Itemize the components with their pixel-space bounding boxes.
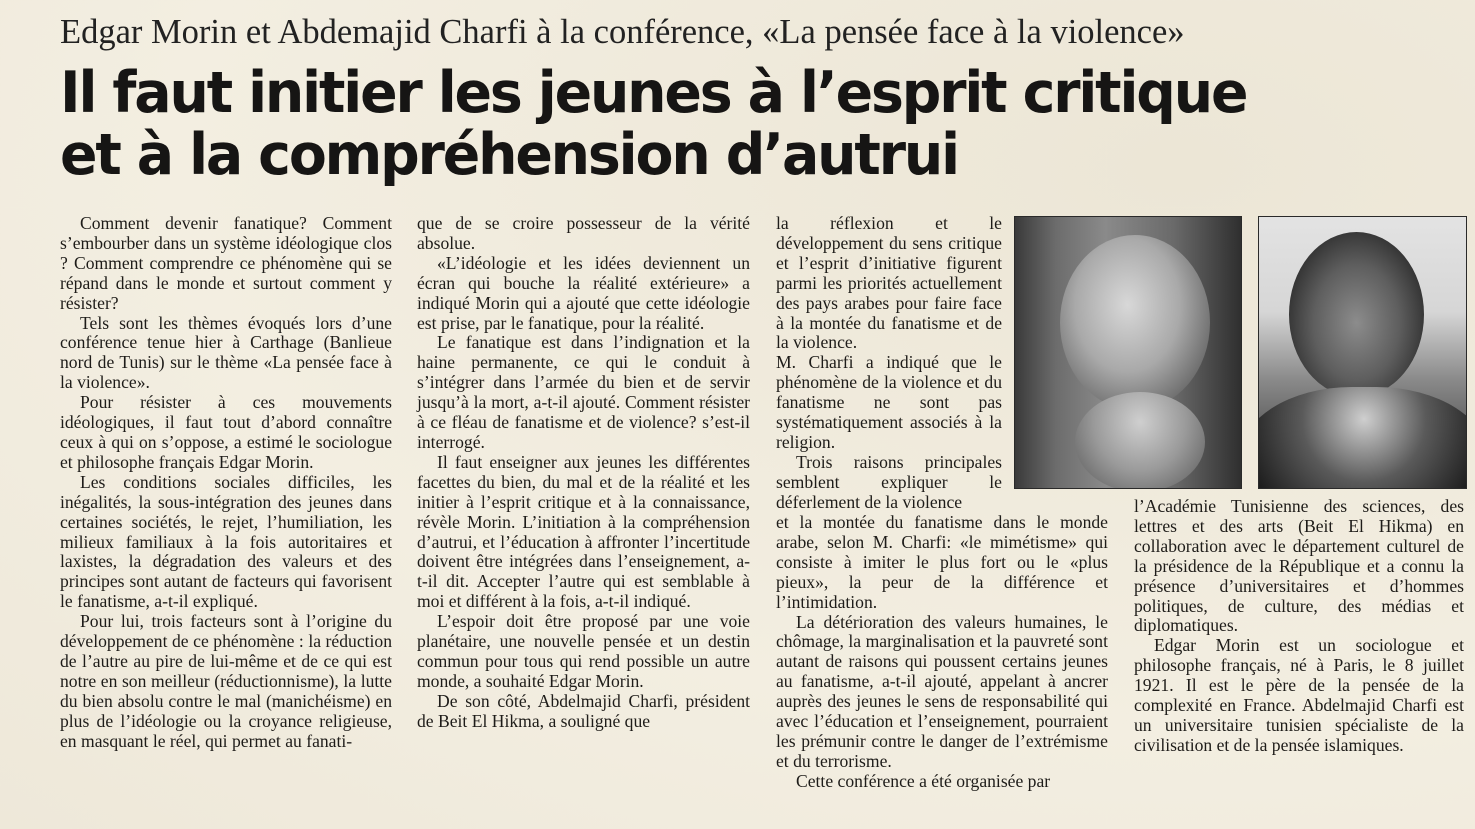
headline-line-1: Il faut initier les jeunes à l’esprit critique: [60, 60, 1247, 126]
paragraph: M. Charfi a indiqué que le phénomène de la violence et du fanatisme ne sont pas systématiquement associés à la religion.: [776, 352, 1002, 452]
paragraph: Les conditions sociales difficiles, les inégalités, la sous-intégration des jeunes dans certaines sociétés, le rejet, l’humiliation, les milieux familiaux à la fois autoritaires et laxistes, la dégradation des valeurs et des principes sont autant de facteurs qui favorisent le fanatisme, a-t-il expliqué.: [60, 471, 392, 612]
paragraph: Le fanatique est dans l’indignation et la haine permanente, ce qui le conduit à s’intégrer dans l’armée du bien et de servir jusqu’à la mort, a-t-il ajouté. Comment résister à ce fléau de fanatisme et de violence? s’est-il interrogé.: [417, 332, 750, 452]
paragraph-continued: et la montée du fanatisme dans le monde arabe, selon M. Charfi: «le mimétisme» qui consiste à imiter le plus fort ou le «plus pieux», la peur de la différence et l’intimidation.: [776, 512, 1108, 612]
article-column-3-upper: [776, 214, 1002, 513]
portrait-head: [1289, 232, 1424, 397]
paragraph: Comment devenir fanatique? Comment s’embourber dans un système idéologique clos ? Comment comprendre ce phénomène qui se répand dans le monde et surtout comment y résister?: [60, 213, 392, 313]
paragraph: Pour lui, trois facteurs sont à l’origine du développement de ce phénomène : la réduction de l’autre au pire de lui-même et de ce qui est notre en son meilleur (réductionnisme), la lutte du bien absolu contre le mal (manichéisme) en plus de l’idéologie ou la croyance religieuse, en masquant le réel, qui permet au fanati-: [60, 611, 392, 751]
portrait-head: [1060, 235, 1210, 410]
article-column-1: [60, 214, 392, 751]
headline: [60, 62, 1246, 186]
article-column-4: [1134, 497, 1464, 756]
paragraph: Cette conférence a été organisée par: [796, 770, 1051, 791]
article-column-2: [417, 214, 750, 732]
paragraph-continued: la réflexion et le développement du sens critique et l’esprit d’initiative figurent parmi les priorités actuellement des pays arabes pour faire face à la montée du fanatisme et de la violence.: [776, 213, 1002, 353]
photo-abdelmajid-charfi: [1258, 216, 1467, 489]
paragraph: Tels sont les thèmes évoqués lors d’une conférence tenue hier à Carthage (Banlieue nord de Tunis) sur le thème «La pensée face à la violence».: [60, 312, 392, 393]
paragraph: L’espoir doit être proposé par une voie planétaire, une nouvelle pensée et un destin commun pour tous qui rend possible un autre monde, a souhaité Edgar Morin.: [417, 611, 750, 691]
portrait-shoulders: [1258, 387, 1467, 489]
article-column-3-lower: [776, 513, 1108, 792]
paragraph: «L’idéologie et les idées deviennent un écran qui bouche la réalité extérieure» a indiqué Morin qui a ajouté que cette idéologie est prise, par le fanatique, pour la réalité.: [417, 252, 750, 333]
paragraph: Il faut enseigner aux jeunes les différentes facettes du bien, du mal et de la réalité et les initier à l’esprit critique et à la connaissance, révèle Morin. L’initiation à la compréhension d’autrui, et l’éducation à affronter l’incertitude doivent être intégrées dans l’enseignement, a-t-il dit. Accepter l’autre qui est semblable à moi et différent à la fois, a-t-il indiqué.: [417, 451, 750, 612]
paragraph: De son côté, Abdelmajid Charfi, président de Beit El Hikma, a souligné que: [417, 690, 750, 731]
paragraph: Pour résister à ces mouvements idéologiques, il faut tout d’abord connaître ceux à qui on s’oppose, a estimé le sociologue et philosophe français Edgar Morin.: [60, 392, 392, 472]
paragraph-continued: l’Académie Tunisienne des sciences, des lettres et des arts (Beit El Hikma) en collaboration avec le département culturel de la présidence de la République et a connu la présence d’universitaires et d’hommes politiques, de culture, des médias et diplomatiques.: [1134, 496, 1464, 636]
headline-line-2: et à la compréhension d’autrui: [60, 122, 958, 188]
portrait-hands: [1075, 392, 1205, 489]
paragraph: La détérioration des valeurs humaines, le chômage, la marginalisation et la pauvreté sont autant de raisons qui poussent certains jeunes au fanatisme, a-t-il ajouté, appelant à ancrer auprès des jeunes le sens de responsabilité qui avec l’éducation et l’enseignement, pourraient les prémunir contre le danger de l’extrémisme et du terrorisme.: [776, 611, 1108, 771]
photo-edgar-morin: [1014, 216, 1242, 489]
paragraph: Edgar Morin est un sociologue et philosophe français, né à Paris, le 8 juillet 1921. Il est le père de la pensée de la complexité en France. Abdelmajid Charfi est un universitaire tunisien spécialiste de la civilisation et de la pensée islamiques.: [1134, 635, 1464, 755]
kicker: Edgar Morin et Abdemajid Charfi à la conférence, «La pensée face à la violence»: [60, 13, 1185, 51]
paragraph-continued: que de se croire possesseur de la vérité absolue.: [417, 213, 750, 253]
paragraph: Trois raisons principales semblent expliquer le déferlement de la violence: [776, 451, 1002, 512]
